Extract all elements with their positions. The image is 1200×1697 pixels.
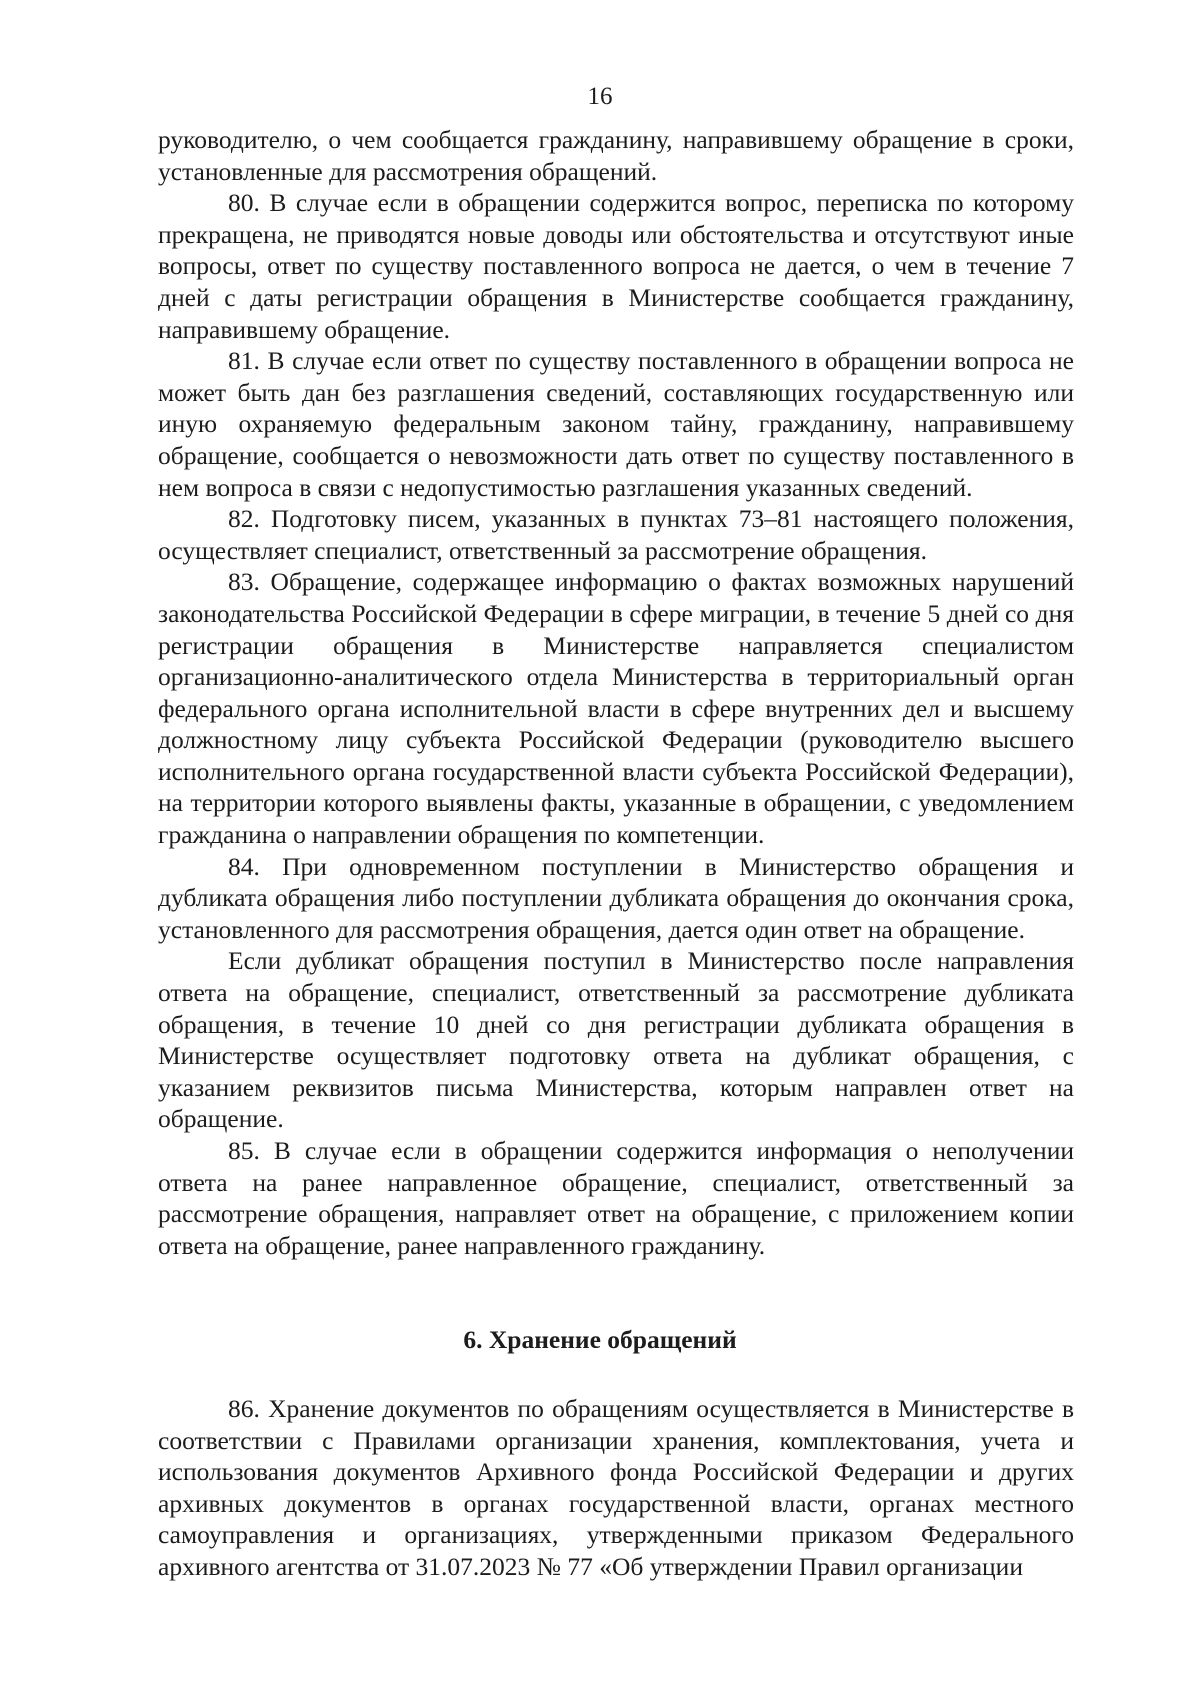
- section-heading: 6. Хранение обращений: [463, 1325, 737, 1354]
- page-number: 16: [587, 83, 613, 110]
- paragraph-continuation: руководителю, о чем сообщается гражданину, направившему обращение в сроки, установленные для рассмотрения обращений.: [158, 125, 1074, 186]
- section-body: [158, 1393, 1074, 1583]
- paragraph-83: 83. Обращение, содержащее информацию о фактах возможных нарушений законодательства Российской Федерации в сфере миграции, в течение 5 дней со дня регистрации обращения в Министерстве направляется специалистом организационно-аналитического отдела Министерства в территориальный орган федерального органа исполнительной власти в сфере внутренних дел и высшему должностному лицу субъекта Российской Федерации (руководителю высшего исполнительного органа государственной власти субъекта Российской Федерации), на территории которого выявлены факты, указанные в обращении, с уведомлением гражданина о направлении обращения по компетенции.: [158, 567, 1074, 850]
- paragraph-82: 82. Подготовку писем, указанных в пунктах 73–81 настоящего положения, осуществляет специалист, ответственный за рассмотрение обращения.: [158, 504, 1074, 565]
- paragraph-84-duplicate: Если дубликат обращения поступил в Министерство после направления ответа на обращение, специалист, ответственный за рассмотрение дубликата обращения, в течение 10 дней со дня регистрации дубликата обращения в Министерстве осуществляет подготовку ответа на дубликат обращения, с указанием реквизитов письма Министерства, которым направлен ответ на обращение.: [158, 946, 1074, 1134]
- paragraph-86: 86. Хранение документов по обращениям осуществляется в Министерстве в соответствии с Правилами организации хранения, комплектования, учета и использования документов Архивного фонда Российской Федерации и других архивных документов в органах государственной власти, органах местного самоуправления и организациях, утвержденными приказом Федерального архивного агентства от 31.07.2023 № 77 «Об утверждении Правил организации: [158, 1394, 1074, 1581]
- paragraph-85: 85. В случае если в обращении содержится информация о неполучении ответа на ранее направленное обращение, специалист, ответственный за рассмотрение обращения, направляет ответ на обращение, с приложением копии ответа на обращение, ранее направленного гражданину.: [158, 1136, 1074, 1260]
- paragraph-80: 80. В случае если в обращении содержится вопрос, переписка по которому прекращена, не приводятся новые доводы или обстоятельства и отсутствуют иные вопросы, ответ по существу поставленного вопроса не дается, о чем в течение 7 дней с даты регистрации обращения в Министерстве сообщается гражданину, направившему обращение.: [158, 188, 1074, 344]
- document-body: [158, 124, 1074, 1261]
- paragraph-84: 84. При одновременном поступлении в Министерство обращения и дубликата обращения либо поступлении дубликата обращения до окончания срока, установленного для рассмотрения обращения, дается один ответ на обращение.: [158, 851, 1074, 944]
- paragraph-81: 81. В случае если ответ по существу поставленного в обращении вопроса не может быть дан без разглашения сведений, составляющих государственную или иную охраняемую федеральным законом тайну, гражданину, направившему обращение, сообщается о невозможности дать ответ по существу поставленного в нем вопроса в связи с недопустимостью разглашения указанных сведений.: [158, 346, 1074, 502]
